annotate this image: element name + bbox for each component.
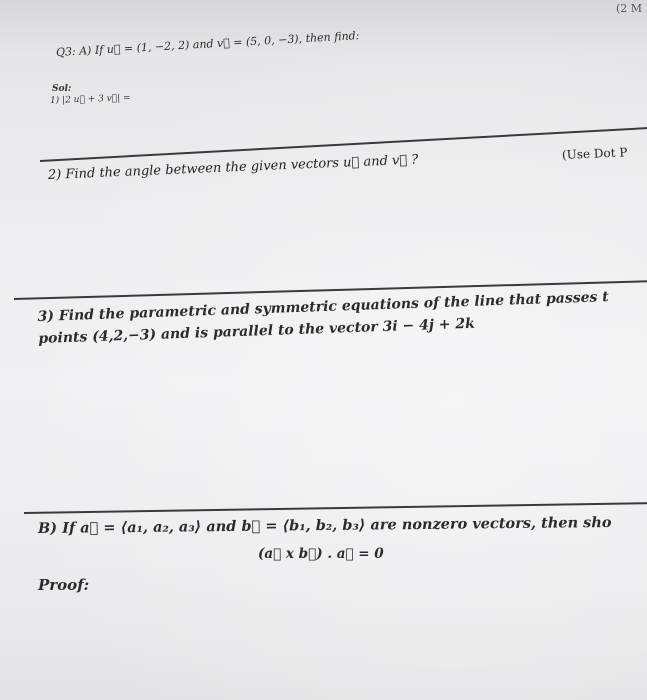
question-3-line-1: 3) Find the parametric and symmetric equations of the line that passes t (37, 289, 610, 326)
question-3a-prompt: Q3: A) If u⃗ = (1, −2, 2) and v⃗ = (5, 0, −3), then find: (55, 29, 360, 59)
question-b-equation: (a⃗ x b⃗) . a⃗ = 0 (258, 546, 384, 562)
marks-label: (2 M (616, 2, 643, 15)
proof-label: Proof: (38, 576, 90, 594)
question-2-prompt: 2) Find the angle between the given vectors u⃗ and v⃗ ? (47, 152, 419, 183)
question-3-line-2: points (4,2,−3) and is parallel to the vector 3i − 4j + 2k (38, 315, 476, 347)
dot-product-hint: (Use Dot P (561, 145, 628, 162)
question-b-prompt: B) If a⃗ = ⟨a₁, a₂, a₃⟩ and b⃗ = ⟨b₁, b₂, b₃⟩ are nonzero vectors, then sho (37, 513, 612, 537)
part-1-expression: 1) |2 u⃗ + 3 v⃗| = (49, 93, 131, 106)
divider-line (24, 502, 647, 514)
solution-label: Sol: (52, 84, 72, 94)
